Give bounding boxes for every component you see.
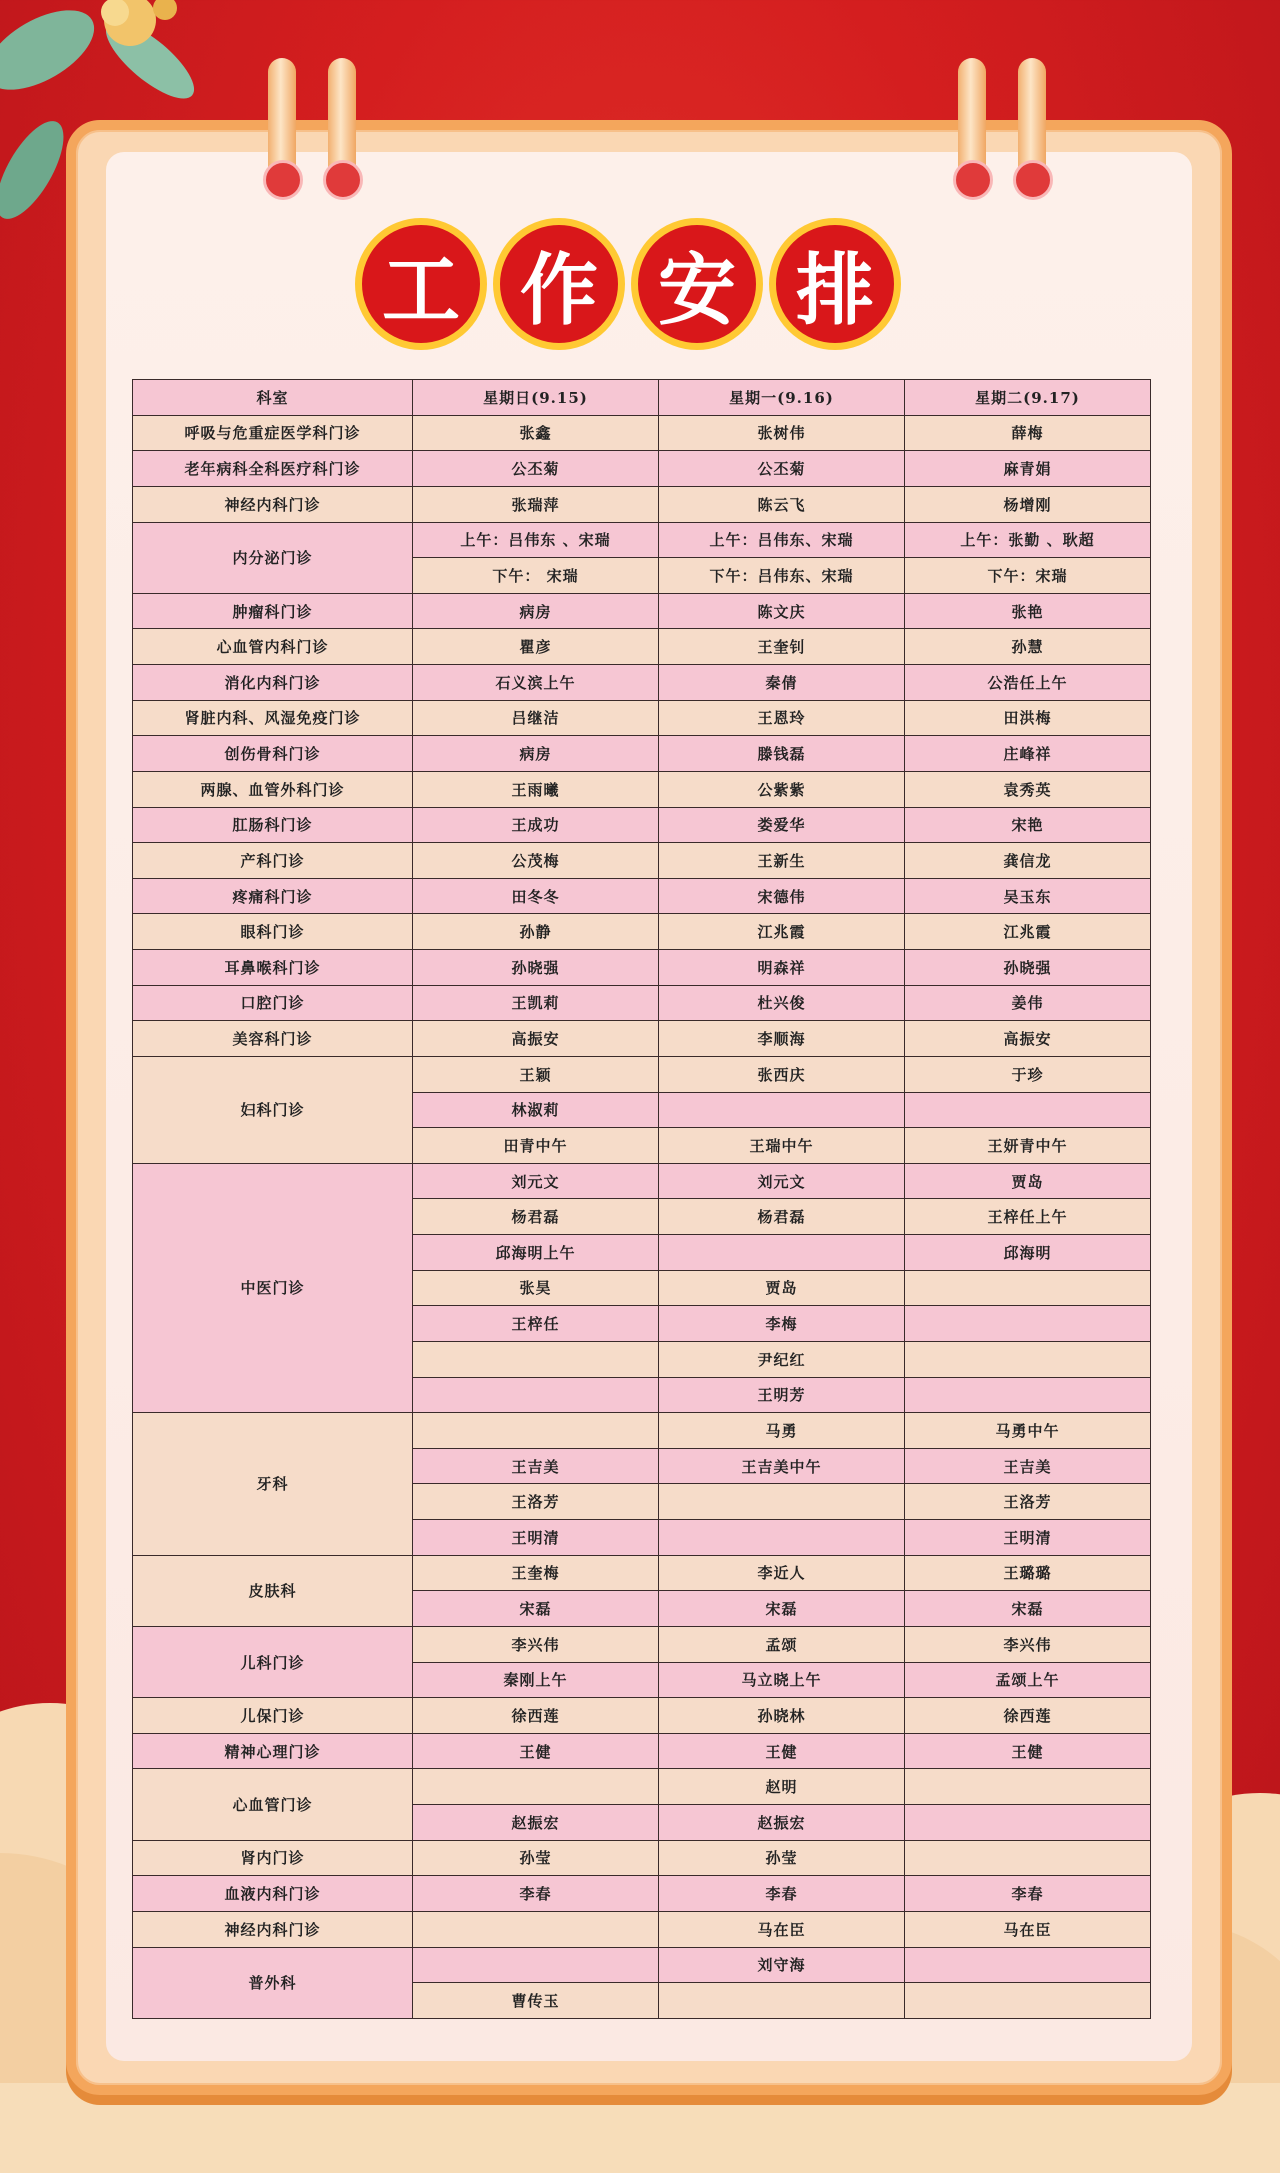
doctor-cell [905, 1306, 1151, 1342]
title-char: 安 [631, 218, 763, 350]
doctor-cell [659, 1235, 905, 1271]
doctor-cell: 王健 [905, 1733, 1151, 1769]
department-cell: 中医门诊 [133, 1163, 413, 1412]
table-row [133, 522, 1151, 558]
doctor-cell: 王雨曦 [413, 771, 659, 807]
doctor-cell: 病房 [413, 593, 659, 629]
doctor-cell: 王吉美 [905, 1448, 1151, 1484]
table-row [133, 950, 1151, 986]
doctor-cell: 王恩玲 [659, 700, 905, 736]
department-cell: 创伤骨科门诊 [133, 736, 413, 772]
doctor-cell: 李兴伟 [413, 1626, 659, 1662]
doctor-cell [905, 1341, 1151, 1377]
header-cell: 星期二(9.17) [905, 380, 1151, 416]
doctor-cell [659, 1520, 905, 1556]
doctor-cell: 王吉美 [413, 1448, 659, 1484]
department-cell: 血液内科门诊 [133, 1876, 413, 1912]
doctor-cell: 张瑞萍 [413, 486, 659, 522]
doctor-cell: 高振安 [413, 1021, 659, 1057]
doctor-cell: 田洪梅 [905, 700, 1151, 736]
doctor-cell: 孙静 [413, 914, 659, 950]
binder-hole [323, 160, 363, 200]
doctor-cell [905, 1947, 1151, 1983]
doctor-cell: 王明清 [905, 1520, 1151, 1556]
table-row [133, 665, 1151, 701]
doctor-cell: 王奎钊 [659, 629, 905, 665]
doctor-cell: 张鑫 [413, 415, 659, 451]
table-row [133, 1733, 1151, 1769]
schedule-table [132, 379, 1151, 2019]
doctor-cell: 宋德伟 [659, 878, 905, 914]
doctor-cell: 王梓任 [413, 1306, 659, 1342]
doctor-cell: 宋磊 [413, 1591, 659, 1627]
doctor-cell: 病房 [413, 736, 659, 772]
table-row [133, 1163, 1151, 1199]
doctor-cell: 王妍青中午 [905, 1128, 1151, 1164]
department-cell: 妇科门诊 [133, 1056, 413, 1163]
doctor-cell: 江兆霞 [659, 914, 905, 950]
doctor-cell [659, 1484, 905, 1520]
doctor-cell: 王梓任上午 [905, 1199, 1151, 1235]
doctor-cell: 王颖 [413, 1056, 659, 1092]
doctor-cell [413, 1413, 659, 1449]
doctor-cell: 王明清 [413, 1520, 659, 1556]
doctor-cell: 杨增刚 [905, 486, 1151, 522]
department-cell: 普外科 [133, 1947, 413, 2019]
table-row [133, 1698, 1151, 1734]
binder-hole [953, 160, 993, 200]
doctor-cell: 庄峰祥 [905, 736, 1151, 772]
doctor-cell: 王凯莉 [413, 985, 659, 1021]
binder-hole [263, 160, 303, 200]
doctor-cell: 林淑莉 [413, 1092, 659, 1128]
table-header-row [133, 380, 1151, 416]
doctor-cell [413, 1947, 659, 1983]
title-char: 排 [769, 218, 901, 350]
doctor-cell: 马在臣 [905, 1911, 1151, 1947]
doctor-cell [905, 1805, 1151, 1841]
doctor-cell: 王新生 [659, 843, 905, 879]
doctor-cell: 袁秀英 [905, 771, 1151, 807]
doctor-cell: 孟颂上午 [905, 1662, 1151, 1698]
doctor-cell: 王瑞中午 [659, 1128, 905, 1164]
table-row [133, 878, 1151, 914]
table-row [133, 1840, 1151, 1876]
doctor-cell [905, 1983, 1151, 2019]
doctor-cell: 孙莹 [413, 1840, 659, 1876]
doctor-cell: 宋磊 [659, 1591, 905, 1627]
doctor-cell: 杨君磊 [659, 1199, 905, 1235]
page-title [355, 218, 901, 350]
doctor-cell: 邱海明上午 [413, 1235, 659, 1271]
doctor-cell: 李顺海 [659, 1021, 905, 1057]
doctor-cell: 王健 [659, 1733, 905, 1769]
doctor-cell: 公浩任上午 [905, 665, 1151, 701]
doctor-cell: 李梅 [659, 1306, 905, 1342]
department-cell: 心血管门诊 [133, 1769, 413, 1840]
department-cell: 精神心理门诊 [133, 1733, 413, 1769]
table-row [133, 1911, 1151, 1947]
doctor-cell: 下午：宋瑞 [905, 558, 1151, 594]
doctor-cell: 公丕菊 [413, 451, 659, 487]
doctor-cell: 徐西莲 [905, 1698, 1151, 1734]
doctor-cell: 宋磊 [905, 1591, 1151, 1627]
doctor-cell: 王吉美中午 [659, 1448, 905, 1484]
department-cell: 美容科门诊 [133, 1021, 413, 1057]
doctor-cell: 上午：吕伟东 、宋瑞 [413, 522, 659, 558]
doctor-cell: 尹纪红 [659, 1341, 905, 1377]
table-row [133, 1555, 1151, 1591]
doctor-cell [413, 1911, 659, 1947]
doctor-cell [413, 1769, 659, 1805]
binder-hole [1013, 160, 1053, 200]
doctor-cell: 麻青娟 [905, 451, 1151, 487]
doctor-cell [413, 1341, 659, 1377]
doctor-cell: 孙晓强 [905, 950, 1151, 986]
table-row [133, 1413, 1151, 1449]
table-row [133, 451, 1151, 487]
doctor-cell: 田冬冬 [413, 878, 659, 914]
doctor-cell: 下午：吕伟东、宋瑞 [659, 558, 905, 594]
doctor-cell [905, 1092, 1151, 1128]
department-cell: 儿科门诊 [133, 1626, 413, 1697]
doctor-cell: 张昊 [413, 1270, 659, 1306]
doctor-cell: 上午：张勤 、耿超 [905, 522, 1151, 558]
doctor-cell: 于珍 [905, 1056, 1151, 1092]
doctor-cell: 李春 [413, 1876, 659, 1912]
doctor-cell: 刘元文 [659, 1163, 905, 1199]
doctor-cell: 上午：吕伟东、宋瑞 [659, 522, 905, 558]
doctor-cell: 王明芳 [659, 1377, 905, 1413]
doctor-cell: 瞿彦 [413, 629, 659, 665]
doctor-cell: 孙晓强 [413, 950, 659, 986]
department-cell: 两腺、血管外科门诊 [133, 771, 413, 807]
table-row [133, 843, 1151, 879]
doctor-cell: 宋艳 [905, 807, 1151, 843]
department-cell: 消化内科门诊 [133, 665, 413, 701]
doctor-cell: 王健 [413, 1733, 659, 1769]
table-row [133, 914, 1151, 950]
doctor-cell: 龚信龙 [905, 843, 1151, 879]
header-cell: 星期日(9.15) [413, 380, 659, 416]
doctor-cell: 赵明 [659, 1769, 905, 1805]
title-char: 工 [355, 218, 487, 350]
doctor-cell: 田青中午 [413, 1128, 659, 1164]
department-cell: 老年病科全科医疗科门诊 [133, 451, 413, 487]
doctor-cell: 张西庆 [659, 1056, 905, 1092]
doctor-cell: 石义滨上午 [413, 665, 659, 701]
department-cell: 牙科 [133, 1413, 413, 1556]
department-cell: 眼科门诊 [133, 914, 413, 950]
table-row [133, 1769, 1151, 1805]
doctor-cell: 王成功 [413, 807, 659, 843]
doctor-cell: 滕钱磊 [659, 736, 905, 772]
table-row [133, 771, 1151, 807]
doctor-cell: 马勇中午 [905, 1413, 1151, 1449]
doctor-cell: 公茂梅 [413, 843, 659, 879]
doctor-cell: 贾岛 [659, 1270, 905, 1306]
doctor-cell: 王洛芳 [905, 1484, 1151, 1520]
doctor-cell: 赵振宏 [659, 1805, 905, 1841]
table-row [133, 415, 1151, 451]
doctor-cell: 姜伟 [905, 985, 1151, 1021]
doctor-cell: 公丕菊 [659, 451, 905, 487]
department-cell: 肿瘤科门诊 [133, 593, 413, 629]
department-cell: 心血管内科门诊 [133, 629, 413, 665]
doctor-cell: 刘元文 [413, 1163, 659, 1199]
doctor-cell: 张艳 [905, 593, 1151, 629]
doctor-cell: 徐西莲 [413, 1698, 659, 1734]
doctor-cell: 秦倩 [659, 665, 905, 701]
doctor-cell: 刘守海 [659, 1947, 905, 1983]
doctor-cell: 明森祥 [659, 950, 905, 986]
doctor-cell [659, 1983, 905, 2019]
doctor-cell: 马立晓上午 [659, 1662, 905, 1698]
department-cell: 产科门诊 [133, 843, 413, 879]
header-cell: 星期一(9.16) [659, 380, 905, 416]
department-cell: 耳鼻喉科门诊 [133, 950, 413, 986]
doctor-cell: 李春 [905, 1876, 1151, 1912]
table-row [133, 1056, 1151, 1092]
doctor-cell: 马在臣 [659, 1911, 905, 1947]
doctor-cell: 公紫紫 [659, 771, 905, 807]
department-cell: 皮肤科 [133, 1555, 413, 1626]
table-row [133, 486, 1151, 522]
title-char: 作 [493, 218, 625, 350]
table-row [133, 985, 1151, 1021]
department-cell: 口腔门诊 [133, 985, 413, 1021]
header-cell: 科室 [133, 380, 413, 416]
doctor-cell: 张树伟 [659, 415, 905, 451]
table-row [133, 1626, 1151, 1662]
doctor-cell: 孙莹 [659, 1840, 905, 1876]
table-row [133, 700, 1151, 736]
doctor-cell: 马勇 [659, 1413, 905, 1449]
table-row [133, 1947, 1151, 1983]
doctor-cell: 陈云飞 [659, 486, 905, 522]
doctor-cell: 孟颂 [659, 1626, 905, 1662]
table-row [133, 736, 1151, 772]
doctor-cell: 杨君磊 [413, 1199, 659, 1235]
doctor-cell: 王奎梅 [413, 1555, 659, 1591]
department-cell: 内分泌门诊 [133, 522, 413, 593]
department-cell: 呼吸与危重症医学科门诊 [133, 415, 413, 451]
table-row [133, 593, 1151, 629]
doctor-cell [659, 1092, 905, 1128]
doctor-cell: 吕继洁 [413, 700, 659, 736]
doctor-cell: 王璐璐 [905, 1555, 1151, 1591]
department-cell: 儿保门诊 [133, 1698, 413, 1734]
doctor-cell: 下午： 宋瑞 [413, 558, 659, 594]
doctor-cell: 邱海明 [905, 1235, 1151, 1271]
doctor-cell: 江兆霞 [905, 914, 1151, 950]
doctor-cell: 秦刚上午 [413, 1662, 659, 1698]
doctor-cell: 杜兴俊 [659, 985, 905, 1021]
doctor-cell: 陈文庆 [659, 593, 905, 629]
doctor-cell: 王洛芳 [413, 1484, 659, 1520]
doctor-cell [905, 1769, 1151, 1805]
doctor-cell: 吴玉东 [905, 878, 1151, 914]
doctor-cell: 李春 [659, 1876, 905, 1912]
department-cell: 神经内科门诊 [133, 1911, 413, 1947]
department-cell: 神经内科门诊 [133, 486, 413, 522]
doctor-cell [413, 1377, 659, 1413]
department-cell: 肾脏内科、风湿免疫门诊 [133, 700, 413, 736]
doctor-cell: 李近人 [659, 1555, 905, 1591]
doctor-cell: 娄爱华 [659, 807, 905, 843]
doctor-cell: 贾岛 [905, 1163, 1151, 1199]
doctor-cell: 曹传玉 [413, 1983, 659, 2019]
doctor-cell [905, 1270, 1151, 1306]
doctor-cell: 赵振宏 [413, 1805, 659, 1841]
department-cell: 肾内门诊 [133, 1840, 413, 1876]
doctor-cell [905, 1377, 1151, 1413]
doctor-cell: 薛梅 [905, 415, 1151, 451]
department-cell: 疼痛科门诊 [133, 878, 413, 914]
table-row [133, 807, 1151, 843]
table-row [133, 629, 1151, 665]
doctor-cell: 孙慧 [905, 629, 1151, 665]
doctor-cell: 孙晓林 [659, 1698, 905, 1734]
department-cell: 肛肠科门诊 [133, 807, 413, 843]
table-row [133, 1021, 1151, 1057]
doctor-cell [905, 1840, 1151, 1876]
doctor-cell: 李兴伟 [905, 1626, 1151, 1662]
table-row [133, 1876, 1151, 1912]
doctor-cell: 高振安 [905, 1021, 1151, 1057]
